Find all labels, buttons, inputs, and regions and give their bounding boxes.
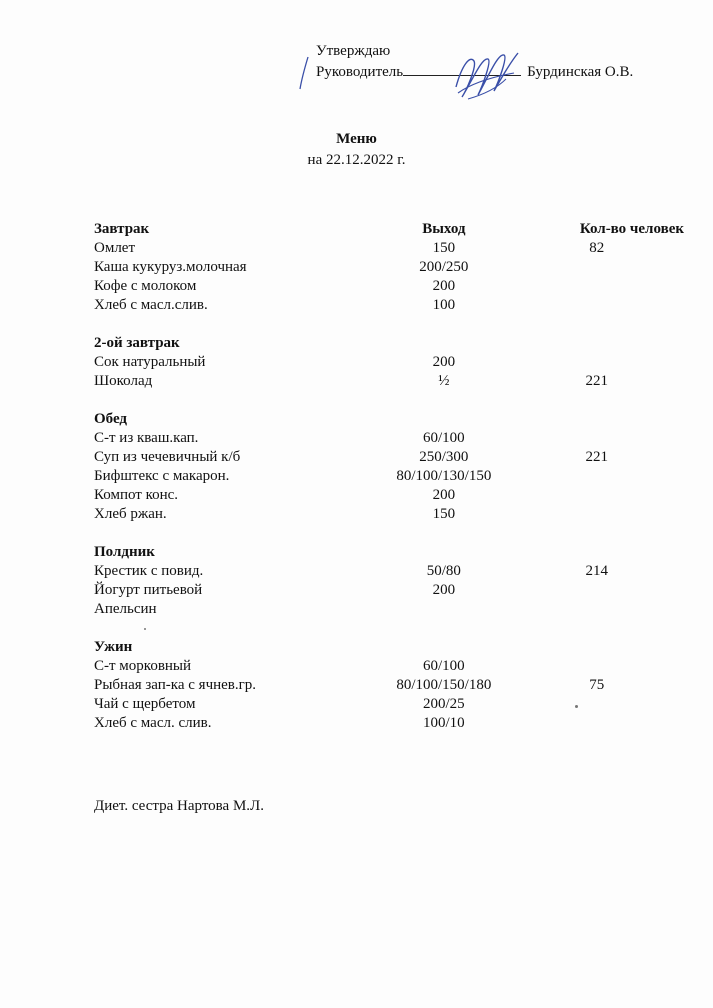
empty-cell: [388, 334, 499, 353]
pen-mark: [298, 55, 310, 91]
header-count: Кол-во человек: [579, 221, 684, 237]
menu-date: на 22.12.2022 г.: [307, 152, 406, 168]
dish-name: Омлет: [94, 240, 136, 256]
dish-name: Бифштекс с макарон.: [94, 468, 230, 484]
table-row: [94, 353, 694, 372]
people-count: 214: [585, 563, 608, 579]
spacer-cell: [94, 315, 694, 334]
table-row: [94, 505, 694, 524]
table-row: [94, 695, 694, 714]
dish-name: Суп из чечевичный к/б: [94, 449, 241, 465]
people-count: [500, 505, 695, 524]
dish-output: 60/100: [423, 658, 465, 674]
spacer-cell: [94, 524, 694, 543]
spacer-cell: [94, 391, 694, 410]
dish-output: [388, 600, 499, 619]
meal-title: Обед: [94, 411, 128, 427]
dish-name: Хлеб ржан.: [94, 506, 167, 522]
people-count: [500, 581, 695, 600]
meal-section-header: [94, 334, 694, 353]
dietitian-signature: Диет. сестра Нартова М.Л.: [94, 798, 264, 814]
dish-output: 200: [432, 487, 456, 503]
section-spacer: [94, 524, 694, 543]
approve-role: Руководитель: [316, 64, 404, 80]
header-output: Выход: [422, 221, 466, 237]
table-row: [94, 714, 694, 733]
dish-name: С-т из кваш.кап.: [94, 430, 199, 446]
table-row: [94, 600, 694, 619]
people-count: 75: [589, 677, 605, 693]
handwritten-signature: [448, 47, 528, 103]
table-row: [94, 296, 694, 315]
dish-output: 200: [432, 278, 456, 294]
dish-output: 80/100/150/180: [396, 677, 492, 693]
people-count: [500, 600, 695, 619]
approve-name: Бурдинская О.В.: [527, 64, 634, 80]
dish-output: 150: [432, 240, 456, 256]
table-row: [94, 277, 694, 296]
dish-output: 100: [432, 297, 456, 313]
table-row: [94, 467, 694, 486]
dish-output: 200/25: [423, 696, 465, 712]
people-count: [500, 657, 695, 676]
dish-output: 100/10: [423, 715, 465, 731]
table-row: [94, 448, 694, 467]
people-count: [500, 486, 695, 505]
empty-cell: [500, 334, 695, 353]
dish-name: Крестик с повид.: [94, 563, 204, 579]
people-count: [500, 429, 695, 448]
dish-name: Рыбная зап-ка с ячнев.гр.: [94, 677, 257, 693]
people-count: [500, 353, 695, 372]
people-count: [500, 714, 695, 733]
dish-output: 80/100/130/150: [396, 468, 492, 484]
people-count: [500, 296, 695, 315]
table-row: [94, 258, 694, 277]
dish-name: Шоколад: [94, 373, 153, 389]
scan-speck: [144, 628, 146, 630]
table-row: [94, 676, 694, 695]
people-count: [500, 695, 695, 714]
section-spacer: [94, 391, 694, 410]
table-row: [94, 562, 694, 581]
people-count: 221: [585, 373, 608, 389]
table-row: [94, 486, 694, 505]
meal-section-header: [94, 410, 694, 429]
meal-title: Ужин: [94, 639, 133, 655]
people-count: 221: [585, 449, 608, 465]
table-row: [94, 429, 694, 448]
table-row: [94, 372, 694, 391]
empty-cell: [388, 543, 499, 562]
menu-table-body: [94, 220, 694, 733]
empty-cell: [388, 410, 499, 429]
empty-cell: [500, 410, 695, 429]
dish-output: 150: [432, 506, 456, 522]
dish-name: Хлеб с масл.слив.: [94, 297, 208, 313]
meal-section-header: [94, 638, 694, 657]
dish-output: 250/300: [419, 449, 469, 465]
dish-output: 200/250: [419, 259, 469, 275]
dish-output: ½: [438, 373, 450, 389]
section-spacer: [94, 619, 694, 638]
dish-name: С-т морковный: [94, 658, 192, 674]
people-count: [500, 467, 695, 486]
meal-section-header: [94, 543, 694, 562]
dish-name: Кофе с молоком: [94, 278, 197, 294]
empty-cell: [388, 638, 499, 657]
dish-name: Компот конс.: [94, 487, 179, 503]
dish-name: Апельсин: [94, 601, 157, 617]
meal-title: Полдник: [94, 544, 155, 560]
header-meal: Завтрак: [94, 221, 150, 237]
dish-output: 60/100: [423, 430, 465, 446]
dish-output: 200: [432, 582, 456, 598]
people-count: [500, 258, 695, 277]
scan-speck: [575, 705, 578, 708]
dish-name: Чай с щербетом: [94, 696, 196, 712]
dish-name: Каша кукуруз.молочная: [94, 259, 247, 275]
dish-name: Йогурт питьевой: [94, 582, 203, 598]
people-count: 82: [589, 240, 605, 256]
empty-cell: [500, 638, 695, 657]
empty-cell: [500, 543, 695, 562]
dish-output: 200: [432, 354, 456, 370]
meal-title: 2-ой завтрак: [94, 335, 180, 351]
table-row: [94, 581, 694, 600]
table-row: [94, 239, 694, 258]
table-row: [94, 657, 694, 676]
section-spacer: [94, 315, 694, 334]
table-header-row: [94, 220, 694, 239]
approve-line: Утверждаю: [316, 43, 391, 59]
dish-name: Хлеб с масл. слив.: [94, 715, 212, 731]
people-count: [500, 277, 695, 296]
spacer-cell: [94, 619, 694, 638]
dish-name: Сок натуральный: [94, 354, 206, 370]
menu-table: [94, 220, 694, 733]
dish-output: 50/80: [426, 563, 461, 579]
page-title: Меню: [336, 131, 377, 147]
